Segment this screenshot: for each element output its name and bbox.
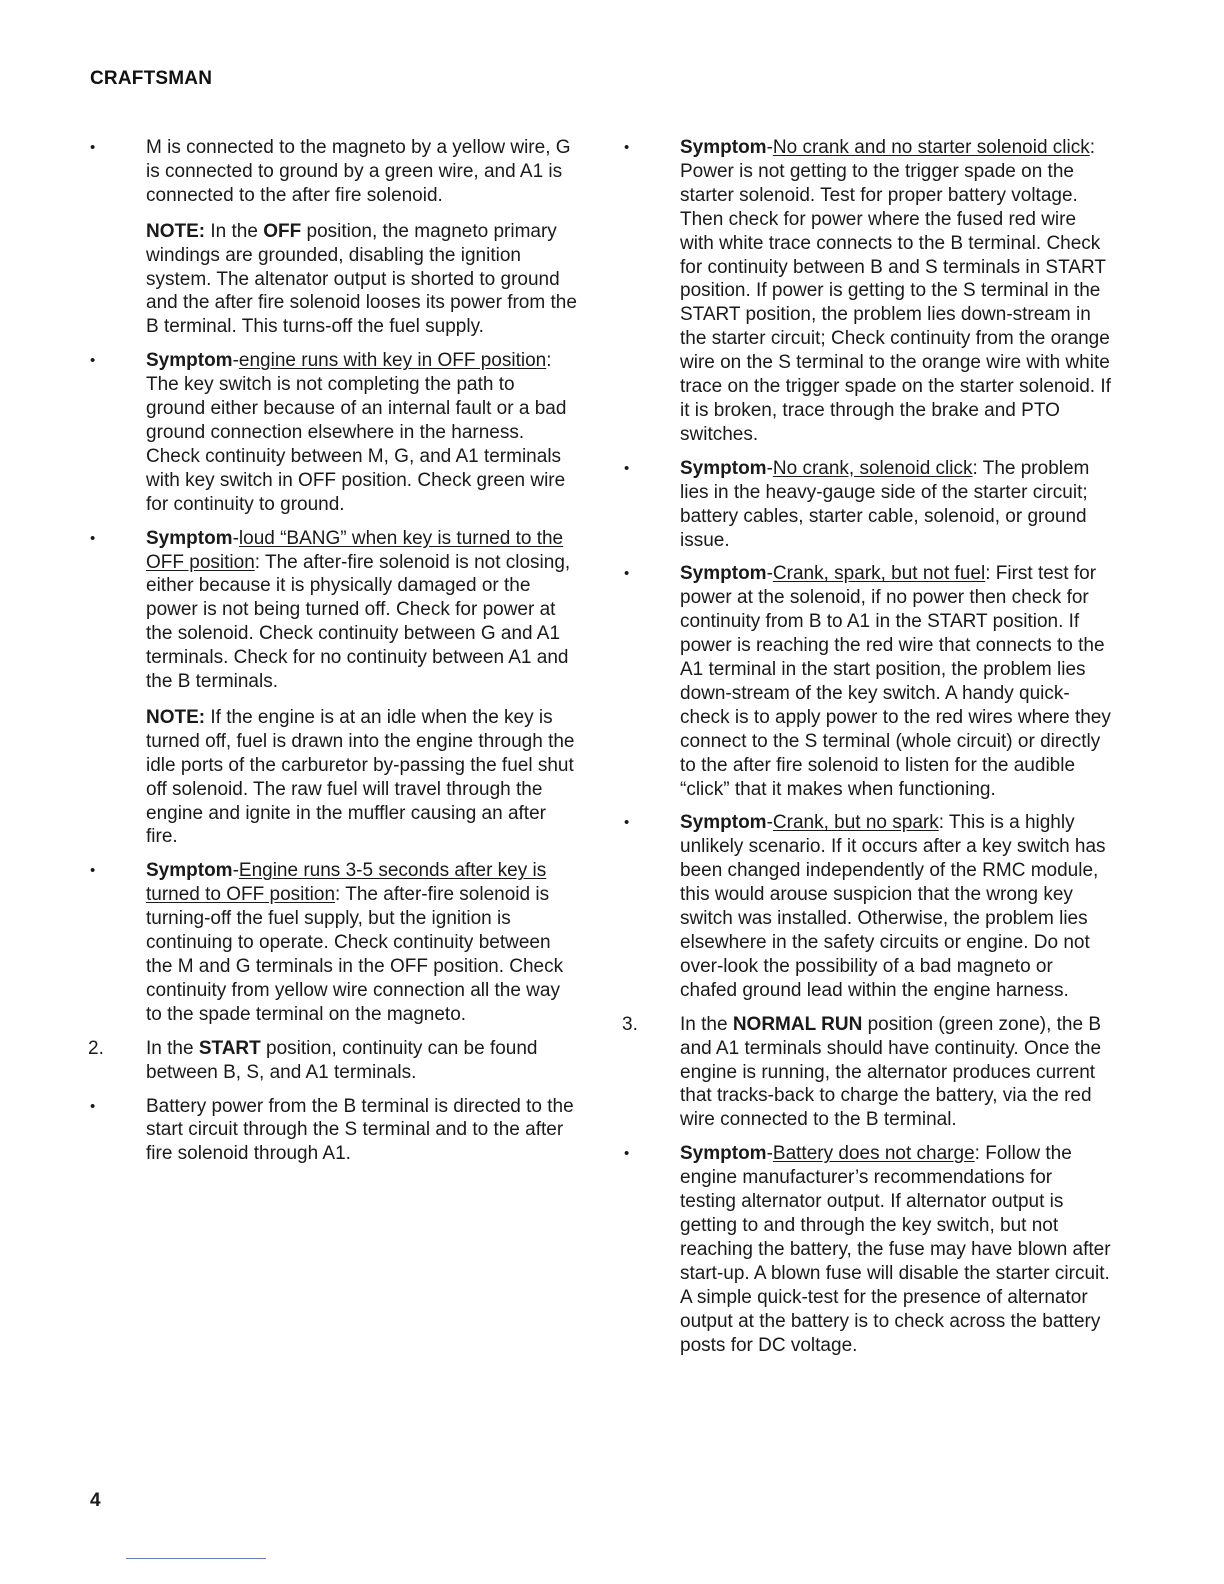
symptom-body: : The after-fire solenoid is not closing, either because it is physically damaged or the power is not being turned off. Check for power at the solenoid. Check continuity between G and A1 terminals. Check for no continuity between A1 and the B terminals. xyxy=(146,551,571,693)
left-column xyxy=(88,136,578,1176)
page-header: CRAFTSMAN xyxy=(90,68,213,89)
list-item xyxy=(88,1095,578,1167)
symptom-body: : Power is not getting to the trigger spade on the starter solenoid. Test for proper battery voltage. Then check for power where the fused red wire with white trace connects to the B terminal. Check for continuity between B and S terminals in START position. If power is getting to the S terminal in the START position, the problem lies down-stream in the starter circuit; Check continuity from the orange wire on the S terminal to the orange wire with white trace on the trigger spade on the starter solenoid. If it is broken, trace through the brake and PTO switches. xyxy=(680,137,1111,445)
bullet: • xyxy=(90,1097,96,1115)
bullet: • xyxy=(90,139,96,156)
symptom-title: Crank, but no spark xyxy=(772,812,939,834)
symptom-title: loud “BANG” when key is turned to the OFF position xyxy=(146,527,564,573)
symptom-label: Symptom xyxy=(146,350,233,372)
bullet: • xyxy=(624,1145,630,1163)
item-text: M is connected to the magneto by a yellow wire, G is connected to ground by a green wire, and A1 is connected to the after fire solenoid. xyxy=(146,137,571,206)
note: NOTE: If the engine is at an idle when the key is turned off, fuel is drawn into the engine through the idle ports of the carburetor by-passing the fuel shut off solenoid. The raw fuel will travel through the engine and ignite in the muffler causing an after fire. xyxy=(146,706,575,848)
symptom-item: • Symptom-No crank and no starter solenoid click: Power is not getting to the trigger spade on the starter solenoid. Test for proper battery voltage. Then check for power where the fused red wire with white trace connects to the B terminal. Check for continuity between B and S terminals in START position. If power is getting to the S terminal in the START position, the problem lies down-stream in the starter circuit; Check continuity from the orange wire on the S terminal to the orange wire with white trace on the trigger spade on the starter solenoid. If it is broken, trace through the brake and PTO switches. xyxy=(624,137,1111,445)
bullet: • xyxy=(90,862,96,880)
symptom-label: Symptom xyxy=(680,812,767,834)
symptom-item: • Symptom-Crank, spark, but not fuel: First test for power at the solenoid, if no power then check for continuity from B to A1 in the START position. If power is reaching the red wire that connects to the A1 terminal in the start position, the problem lies down-stream of the key switch. A handy quick-check is to apply power to the red wires where they connect to the S terminal (whole circuit) or directly to the after fire solenoid to listen for the audible “click” that it makes when functioning. xyxy=(624,563,1111,800)
numbered-item: 2. In the START position, continuity can be found between B, S, and A1 terminals. xyxy=(88,1037,538,1083)
symptom-title: Battery does not charge xyxy=(772,1143,975,1165)
right-column xyxy=(622,136,1112,1367)
bullet: • xyxy=(624,459,630,477)
note-label: NOTE: xyxy=(146,220,206,242)
symptom-body: : The problem lies in the heavy-gauge side of the starter circuit; battery cables, starter cable, solenoid, or ground issue. xyxy=(680,457,1090,551)
symptom-title: engine runs with key in OFF position xyxy=(238,350,547,372)
symptom-label: Symptom xyxy=(146,860,233,882)
symptom-body: : Follow the engine manufacturer’s recommendations for testing alternator output. If alternator output is getting to and through the key switch, but not reaching the battery, the fuse may have blown after start-up. A blown fuse will disable the starter circuit. A simple quick-test for the presence of alternator output at the battery is to check across the battery posts for DC voltage. xyxy=(680,1143,1111,1356)
item-text: Battery power from the B terminal is directed to the start circuit through the S terminal and to the after fire solenoid through A1. xyxy=(146,1095,574,1165)
symptom-label: Symptom xyxy=(680,137,767,158)
symptom-title: No crank, solenoid click xyxy=(772,457,973,479)
numbered-item: 3. In the NORMAL RUN position (green zone), the B and A1 terminals should have continuity. Once the engine is running, the alternator produces current that tracks-back to charge the battery, via the red wire connected to the B terminal. xyxy=(622,1013,1102,1131)
page-number: 4 xyxy=(90,1490,101,1511)
symptom-label: Symptom xyxy=(680,457,767,479)
symptom-label: Symptom xyxy=(146,527,233,549)
symptom-item: • Symptom-loud “BANG” when key is turned to the OFF position: The after-fire solenoid is not closing, either because it is physically damaged or the power is not being turned off. Check for power at the solenoid. Check continuity between G and A1 terminals. Check for no continuity between A1 and the B terminals. NOTE: If the engine is at an idle when the key is turned off, fuel is drawn into the engine through the idle ports of the carburetor by-passing the fuel shut off solenoid. The raw fuel will travel through the engine and ignite in the muffler causing an after fire. xyxy=(88,527,578,850)
symptom-item: • Symptom-No crank, solenoid click: The problem lies in the heavy-gauge side of the starter circuit; battery cables, starter cable, solenoid, or ground issue. xyxy=(624,457,1090,551)
symptom-item: • Symptom-engine runs with key in OFF position: The key switch is not completing the path to ground either because of an internal fault or a bad ground connection elsewhere in the harness. Check continuity between M, G, and A1 terminals with key switch in OFF position. Check green wire for continuity to ground. xyxy=(90,350,567,515)
note: NOTE: In the OFF position, the magneto primary windings are grounded, disabling the ignition system. The altenator output is shorted to ground and the after fire solenoid looses its power from the B terminal. This turns-off the fuel supply. xyxy=(146,220,577,338)
footer-divider xyxy=(126,1558,266,1559)
list-item xyxy=(88,136,578,339)
symptom-title: Engine runs 3-5 seconds after key is turned to OFF position xyxy=(146,860,547,906)
item-number: 3. xyxy=(622,1013,638,1035)
bullet: • xyxy=(624,814,630,832)
symptom-body: : This is a highly unlikely scenario. If it occurs after a key switch has been changed independently of the RMC module, this would arouse suspicion that the wrong key switch was installed. Otherwise, the problem lies elsewhere in the safety circuits or engine. Do not over-look the possibility of a bad magneto or chafed ground lead within the engine harness. xyxy=(680,812,1106,1001)
symptom-title: No crank and no starter solenoid click xyxy=(772,137,1090,158)
symptom-body: : First test for power at the solenoid, if no power then check for continuity from B to A1 in the START position. If power is reaching the red wire that connects to the A1 terminal in the start position, the problem lies down-stream of the key switch. A handy quick-check is to apply power to the red wires where they connect to the S terminal (whole circuit) or directly to the after fire solenoid to listen for the audible “click” that it makes when functioning. xyxy=(680,563,1111,800)
symptom-item: • Symptom-Battery does not charge: Follow the engine manufacturer’s recommendations for testing alternator output. If alternator output is getting to and through the key switch, but not reaching the battery, the fuse may have blown after start-up. A blown fuse will disable the starter circuit. A simple quick-test for the presence of alternator output at the battery is to check across the battery posts for DC voltage. xyxy=(624,1143,1111,1356)
symptom-label: Symptom xyxy=(680,563,767,585)
bullet: • xyxy=(624,139,630,156)
symptom-body: : The key switch is not completing the path to ground either because of an internal fault or a bad ground connection elsewhere in the harness. Check continuity between M, G, and A1 terminals with key switch in OFF position. Check green wire for continuity to ground. xyxy=(146,350,567,515)
bullet: • xyxy=(624,565,630,583)
symptom-title: Crank, spark, but not fuel xyxy=(772,563,986,585)
item-number: 2. xyxy=(88,1037,104,1059)
symptom-body: : The after-fire solenoid is turning-off the fuel supply, but the ignition is continuing to operate. Check continuity between the M and G terminals in the OFF position. Check continuity from yellow wire connection all the way to the spade terminal on the magneto. xyxy=(146,884,564,1025)
symptom-item: • Symptom-Crank, but no spark: This is a highly unlikely scenario. If it occurs after a key switch has been changed independently of the RMC module, this would arouse suspicion that the wrong key switch was installed. Otherwise, the problem lies elsewhere in the safety circuits or engine. Do not over-look the possibility of a bad magneto or chafed ground lead within the engine harness. xyxy=(624,812,1106,1001)
symptom-item: • Symptom-Engine runs 3-5 seconds after key is turned to OFF position: The after-fire solenoid is turning-off the fuel supply, but the ignition is continuing to operate. Check continuity between the M and G terminals in the OFF position. Check continuity from yellow wire connection all the way to the spade terminal on the magneto. xyxy=(90,860,564,1025)
bullet: • xyxy=(90,352,96,370)
bullet: • xyxy=(90,529,96,547)
note-label: NOTE: xyxy=(146,706,206,728)
symptom-label: Symptom xyxy=(680,1143,767,1165)
